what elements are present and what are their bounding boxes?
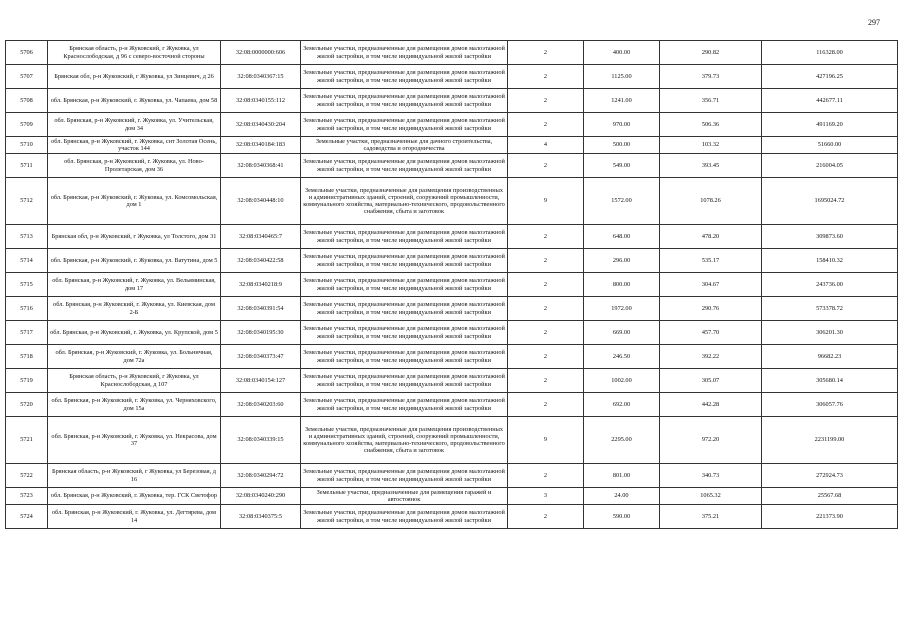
cadastral-number-cell: 32:08:0000000:606 bbox=[221, 41, 301, 65]
table-row bbox=[6, 369, 898, 393]
category-cell: 2 bbox=[508, 154, 584, 178]
specific-value-cell: 457.70 bbox=[660, 321, 762, 345]
land-use-cell: Земельные участки, предназначенные для размещения домов малоэтажной жилой застройки, в том числе индивидуальной жилой застройки bbox=[301, 369, 508, 393]
specific-value-cell: 393.45 bbox=[660, 154, 762, 178]
land-use-cell: Земельные участки, предназначенные для дачного строительства, садоводства и огородничества bbox=[301, 137, 508, 154]
category-cell: 2 bbox=[508, 505, 584, 529]
cadastral-value-cell: 306057.76 bbox=[762, 393, 898, 417]
land-use-cell: Земельные участки, предназначенные для размещения домов малоэтажной жилой застройки, в том числе индивидуальной жилой застройки bbox=[301, 249, 508, 273]
area-cell: 801.00 bbox=[584, 464, 660, 488]
land-use-cell: Земельные участки, предназначенные для размещения домов малоэтажной жилой застройки, в том числе индивидуальной жилой застройки bbox=[301, 297, 508, 321]
row-number-cell: 5711 bbox=[6, 154, 48, 178]
page-number: 297 bbox=[868, 18, 880, 27]
row-number-cell: 5723 bbox=[6, 488, 48, 505]
specific-value-cell: 103.32 bbox=[660, 137, 762, 154]
specific-value-cell: 1065.32 bbox=[660, 488, 762, 505]
table-row bbox=[6, 178, 898, 225]
table-row bbox=[6, 273, 898, 297]
table-row bbox=[6, 464, 898, 488]
land-use-cell: Земельные участки, предназначенные для размещения гаражей и автостоянок bbox=[301, 488, 508, 505]
address-cell: Брянская область, р-н Жуковский, г Жуковка, ул Краснослободская, д 107 bbox=[48, 369, 221, 393]
table-row bbox=[6, 41, 898, 65]
land-use-cell: Земельные участки, предназначенные для размещения домов малоэтажной жилой застройки, в том числе индивидуальной жилой застройки bbox=[301, 505, 508, 529]
specific-value-cell: 304.67 bbox=[660, 273, 762, 297]
area-cell: 692.00 bbox=[584, 393, 660, 417]
cadastral-number-cell: 32:08:0340240:290 bbox=[221, 488, 301, 505]
address-cell: обл. Брянская, р-н Жуковский, г. Жуковка, ул. Некрасова, дом 37 bbox=[48, 417, 221, 464]
category-cell: 2 bbox=[508, 65, 584, 89]
address-cell: обл. Брянская, р-н Жуковский, г. Жуковка, снт Золотая Осень, участок 144 bbox=[48, 137, 221, 154]
cadastral-value-cell: 309873.60 bbox=[762, 225, 898, 249]
specific-value-cell: 375.21 bbox=[660, 505, 762, 529]
category-cell: 2 bbox=[508, 225, 584, 249]
address-cell: обл. Брянская, р-н Жуковский, г. Жуковка, ул. Учительская, дом 34 bbox=[48, 113, 221, 137]
category-cell: 2 bbox=[508, 321, 584, 345]
area-cell: 2295.00 bbox=[584, 417, 660, 464]
cadastral-value-cell: 1695024.72 bbox=[762, 178, 898, 225]
land-registry-table bbox=[5, 40, 898, 529]
cadastral-number-cell: 32:08:0340375:5 bbox=[221, 505, 301, 529]
cadastral-number-cell: 32:08:0340448:10 bbox=[221, 178, 301, 225]
area-cell: 648.00 bbox=[584, 225, 660, 249]
row-number-cell: 5709 bbox=[6, 113, 48, 137]
table-row bbox=[6, 137, 898, 154]
category-cell: 9 bbox=[508, 178, 584, 225]
category-cell: 2 bbox=[508, 393, 584, 417]
cadastral-number-cell: 32:08:0340203:60 bbox=[221, 393, 301, 417]
specific-value-cell: 305.07 bbox=[660, 369, 762, 393]
address-cell: обл. Брянская, р-н Жуковский, г. Жуковка, ул. Ватутина, дом 5 bbox=[48, 249, 221, 273]
table-row bbox=[6, 65, 898, 89]
cadastral-number-cell: 32:08:0340367:15 bbox=[221, 65, 301, 89]
specific-value-cell: 506.36 bbox=[660, 113, 762, 137]
area-cell: 400.00 bbox=[584, 41, 660, 65]
cadastral-value-cell: 2231199.00 bbox=[762, 417, 898, 464]
row-number-cell: 5716 bbox=[6, 297, 48, 321]
cadastral-value-cell: 221373.90 bbox=[762, 505, 898, 529]
category-cell: 2 bbox=[508, 273, 584, 297]
table-row bbox=[6, 154, 898, 178]
row-number-cell: 5707 bbox=[6, 65, 48, 89]
cadastral-value-cell: 442677.11 bbox=[762, 89, 898, 113]
row-number-cell: 5722 bbox=[6, 464, 48, 488]
row-number-cell: 5724 bbox=[6, 505, 48, 529]
address-cell: Брянская обл, р-н Жуковский, г Жуковка, ул Зинцевич, д 26 bbox=[48, 65, 221, 89]
cadastral-number-cell: 32:08:0340184:183 bbox=[221, 137, 301, 154]
cadastral-number-cell: 32:08:0340465:7 bbox=[221, 225, 301, 249]
category-cell: 2 bbox=[508, 297, 584, 321]
specific-value-cell: 340.73 bbox=[660, 464, 762, 488]
cadastral-value-cell: 272924.73 bbox=[762, 464, 898, 488]
area-cell: 24.00 bbox=[584, 488, 660, 505]
address-cell: обл. Брянская, р-н Жуковский, г. Жуковка, ул. Ново-Пролетарская, дом 36 bbox=[48, 154, 221, 178]
row-number-cell: 5720 bbox=[6, 393, 48, 417]
cadastral-number-cell: 32:08:0340391:54 bbox=[221, 297, 301, 321]
cadastral-number-cell: 32:08:0340154:127 bbox=[221, 369, 301, 393]
table-row bbox=[6, 249, 898, 273]
row-number-cell: 5718 bbox=[6, 345, 48, 369]
land-use-cell: Земельные участки, предназначенные для размещения домов малоэтажной жилой застройки, в том числе индивидуальной жилой застройки bbox=[301, 154, 508, 178]
land-use-cell: Земельные участки, предназначенные для размещения домов малоэтажной жилой застройки, в том числе индивидуальной жилой застройки bbox=[301, 464, 508, 488]
cadastral-value-cell: 491169.20 bbox=[762, 113, 898, 137]
area-cell: 800.00 bbox=[584, 273, 660, 297]
cadastral-value-cell: 243736.00 bbox=[762, 273, 898, 297]
address-cell: обл. Брянская, р-н Жуковский, г. Жуковка, ул. Вельяминская, дом 17 bbox=[48, 273, 221, 297]
land-use-cell: Земельные участки, предназначенные для размещения домов малоэтажной жилой застройки, в том числе индивидуальной жилой застройки bbox=[301, 321, 508, 345]
row-number-cell: 5713 bbox=[6, 225, 48, 249]
cadastral-value-cell: 25567.68 bbox=[762, 488, 898, 505]
table-row bbox=[6, 225, 898, 249]
land-use-cell: Земельные участки, предназначенные для размещения домов малоэтажной жилой застройки, в том числе индивидуальной жилой застройки bbox=[301, 113, 508, 137]
address-cell: обл. Брянская, р-н Жуковский, г. Жуковка, ул. Киевская, дом 2-Б bbox=[48, 297, 221, 321]
category-cell: 2 bbox=[508, 89, 584, 113]
area-cell: 669.00 bbox=[584, 321, 660, 345]
table-row bbox=[6, 89, 898, 113]
address-cell: обл. Брянская, р-н Жуковский, г. Жуковка, ул. Крупской, дом 5 bbox=[48, 321, 221, 345]
row-number-cell: 5706 bbox=[6, 41, 48, 65]
table-row bbox=[6, 345, 898, 369]
category-cell: 2 bbox=[508, 41, 584, 65]
cadastral-number-cell: 32:08:0340373:47 bbox=[221, 345, 301, 369]
land-use-cell: Земельные участки, предназначенные для размещения домов малоэтажной жилой застройки, в том числе индивидуальной жилой застройки bbox=[301, 41, 508, 65]
row-number-cell: 5715 bbox=[6, 273, 48, 297]
row-number-cell: 5710 bbox=[6, 137, 48, 154]
cadastral-number-cell: 32:08:0340218:9 bbox=[221, 273, 301, 297]
category-cell: 4 bbox=[508, 137, 584, 154]
table-row bbox=[6, 393, 898, 417]
specific-value-cell: 972.20 bbox=[660, 417, 762, 464]
cadastral-number-cell: 32:08:0340368:41 bbox=[221, 154, 301, 178]
category-cell: 2 bbox=[508, 113, 584, 137]
area-cell: 1125.00 bbox=[584, 65, 660, 89]
specific-value-cell: 379.73 bbox=[660, 65, 762, 89]
address-cell: Брянская обл, р-н Жуковский, г Жуковка, ул Толстого, дом 31 bbox=[48, 225, 221, 249]
area-cell: 296.00 bbox=[584, 249, 660, 273]
table-body bbox=[6, 41, 898, 529]
specific-value-cell: 290.82 bbox=[660, 41, 762, 65]
cadastral-value-cell: 573378.72 bbox=[762, 297, 898, 321]
table-row bbox=[6, 297, 898, 321]
area-cell: 1972.00 bbox=[584, 297, 660, 321]
category-cell: 3 bbox=[508, 488, 584, 505]
row-number-cell: 5708 bbox=[6, 89, 48, 113]
area-cell: 1241.00 bbox=[584, 89, 660, 113]
specific-value-cell: 478.20 bbox=[660, 225, 762, 249]
area-cell: 970.00 bbox=[584, 113, 660, 137]
row-number-cell: 5714 bbox=[6, 249, 48, 273]
cadastral-value-cell: 306201.30 bbox=[762, 321, 898, 345]
area-cell: 246.50 bbox=[584, 345, 660, 369]
cadastral-number-cell: 32:08:0340430:204 bbox=[221, 113, 301, 137]
address-cell: Брянская область, р-н Жуковский, г Жуковка, ул Березовая, д 16 bbox=[48, 464, 221, 488]
address-cell: обл. Брянская, р-н Жуковский, г. Жуковка, ул. Дегтярева, дом 14 bbox=[48, 505, 221, 529]
cadastral-value-cell: 51660.00 bbox=[762, 137, 898, 154]
area-cell: 549.00 bbox=[584, 154, 660, 178]
cadastral-number-cell: 32:08:0340294:72 bbox=[221, 464, 301, 488]
category-cell: 2 bbox=[508, 249, 584, 273]
address-cell: обл. Брянская, р-н Жуковский, г. Жуковка, тер. ГСК Светофор bbox=[48, 488, 221, 505]
specific-value-cell: 290.76 bbox=[660, 297, 762, 321]
table-row bbox=[6, 417, 898, 464]
category-cell: 9 bbox=[508, 417, 584, 464]
specific-value-cell: 535.17 bbox=[660, 249, 762, 273]
specific-value-cell: 392.22 bbox=[660, 345, 762, 369]
land-use-cell: Земельные участки, предназначенные для размещения производственных и административных зданий, строений, сооружений промышленности, коммунального хозяйства, материально-технического, продовольственного снабжения, сбыта и заготовок bbox=[301, 417, 508, 464]
row-number-cell: 5712 bbox=[6, 178, 48, 225]
cadastral-number-cell: 32:08:0340195:30 bbox=[221, 321, 301, 345]
cadastral-value-cell: 96682.23 bbox=[762, 345, 898, 369]
address-cell: Брянская область, р-н Жуковский, г Жуковка, ул Краснослободская, д 96 с северо-восточной стороны bbox=[48, 41, 221, 65]
area-cell: 500.00 bbox=[584, 137, 660, 154]
land-use-cell: Земельные участки, предназначенные для размещения производственных и административных зданий, строений, сооружений промышленности, коммунального хозяйства, материально-технического, продовольственного снабжения, сбыта и заготовок bbox=[301, 178, 508, 225]
category-cell: 2 bbox=[508, 369, 584, 393]
area-cell: 1572.00 bbox=[584, 178, 660, 225]
cadastral-value-cell: 158410.32 bbox=[762, 249, 898, 273]
land-use-cell: Земельные участки, предназначенные для размещения домов малоэтажной жилой застройки, в том числе индивидуальной жилой застройки bbox=[301, 65, 508, 89]
row-number-cell: 5719 bbox=[6, 369, 48, 393]
land-use-cell: Земельные участки, предназначенные для размещения домов малоэтажной жилой застройки, в том числе индивидуальной жилой застройки bbox=[301, 89, 508, 113]
land-use-cell: Земельные участки, предназначенные для размещения домов малоэтажной жилой застройки, в том числе индивидуальной жилой застройки bbox=[301, 273, 508, 297]
table-row bbox=[6, 488, 898, 505]
cadastral-number-cell: 32:08:0340422:58 bbox=[221, 249, 301, 273]
table-row bbox=[6, 321, 898, 345]
cadastral-value-cell: 305680.14 bbox=[762, 369, 898, 393]
area-cell: 590.00 bbox=[584, 505, 660, 529]
category-cell: 2 bbox=[508, 345, 584, 369]
address-cell: обл. Брянская, р-н Жуковский, г. Жуковка, ул. Черняховского, дом 15а bbox=[48, 393, 221, 417]
cadastral-value-cell: 427196.25 bbox=[762, 65, 898, 89]
cadastral-number-cell: 32:08:0340339:15 bbox=[221, 417, 301, 464]
address-cell: обл. Брянская, р-н Жуковский, г. Жуковка, ул. Комсомольская, дом 1 bbox=[48, 178, 221, 225]
address-cell: обл. Брянская, р-н Жуковский, г. Жуковка, ул. Чапаева, дом 58 bbox=[48, 89, 221, 113]
land-use-cell: Земельные участки, предназначенные для размещения домов малоэтажной жилой застройки, в том числе индивидуальной жилой застройки bbox=[301, 225, 508, 249]
category-cell: 2 bbox=[508, 464, 584, 488]
table-row bbox=[6, 505, 898, 529]
cadastral-number-cell: 32:08:0340155:112 bbox=[221, 89, 301, 113]
cadastral-value-cell: 216004.05 bbox=[762, 154, 898, 178]
address-cell: обл. Брянская, р-н Жуковский, г. Жуковка, ул. Больничная, дом 72а bbox=[48, 345, 221, 369]
specific-value-cell: 356.71 bbox=[660, 89, 762, 113]
land-use-cell: Земельные участки, предназначенные для размещения домов малоэтажной жилой застройки, в том числе индивидуальной жилой застройки bbox=[301, 345, 508, 369]
row-number-cell: 5717 bbox=[6, 321, 48, 345]
specific-value-cell: 442.28 bbox=[660, 393, 762, 417]
area-cell: 1002.00 bbox=[584, 369, 660, 393]
row-number-cell: 5721 bbox=[6, 417, 48, 464]
table-row bbox=[6, 113, 898, 137]
land-use-cell: Земельные участки, предназначенные для размещения домов малоэтажной жилой застройки, в том числе индивидуальной жилой застройки bbox=[301, 393, 508, 417]
cadastral-value-cell: 116328.00 bbox=[762, 41, 898, 65]
specific-value-cell: 1078.26 bbox=[660, 178, 762, 225]
